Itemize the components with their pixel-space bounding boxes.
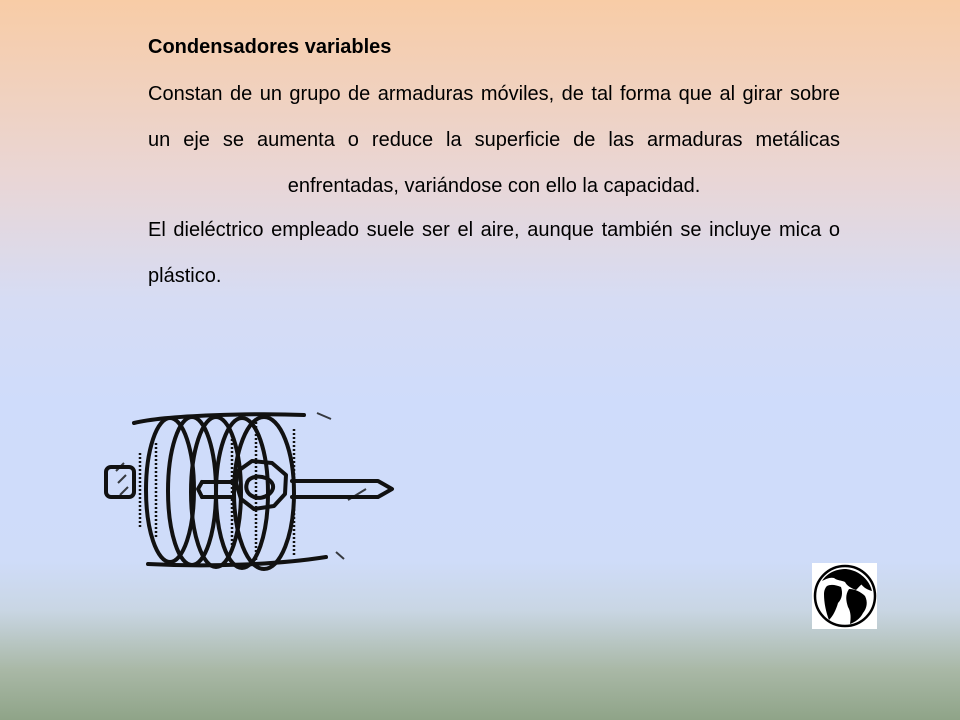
slide-title: Condensadores variables [148,36,392,58]
paragraph-dielectric: El dieléctrico empleado suele ser el aire, aunque también se incluye mica o plástico. [148,219,840,287]
globe-icon [812,563,877,629]
variable-capacitor-illustration [96,405,398,575]
paragraph-description: Constan de un grupo de armaduras móviles, de tal forma que al girar sobre un eje se aumenta o reduce la superficie de las armaduras metálicas enfrentadas, variándose con ello la capacidad. [148,83,840,197]
slide-content [148,33,840,299]
